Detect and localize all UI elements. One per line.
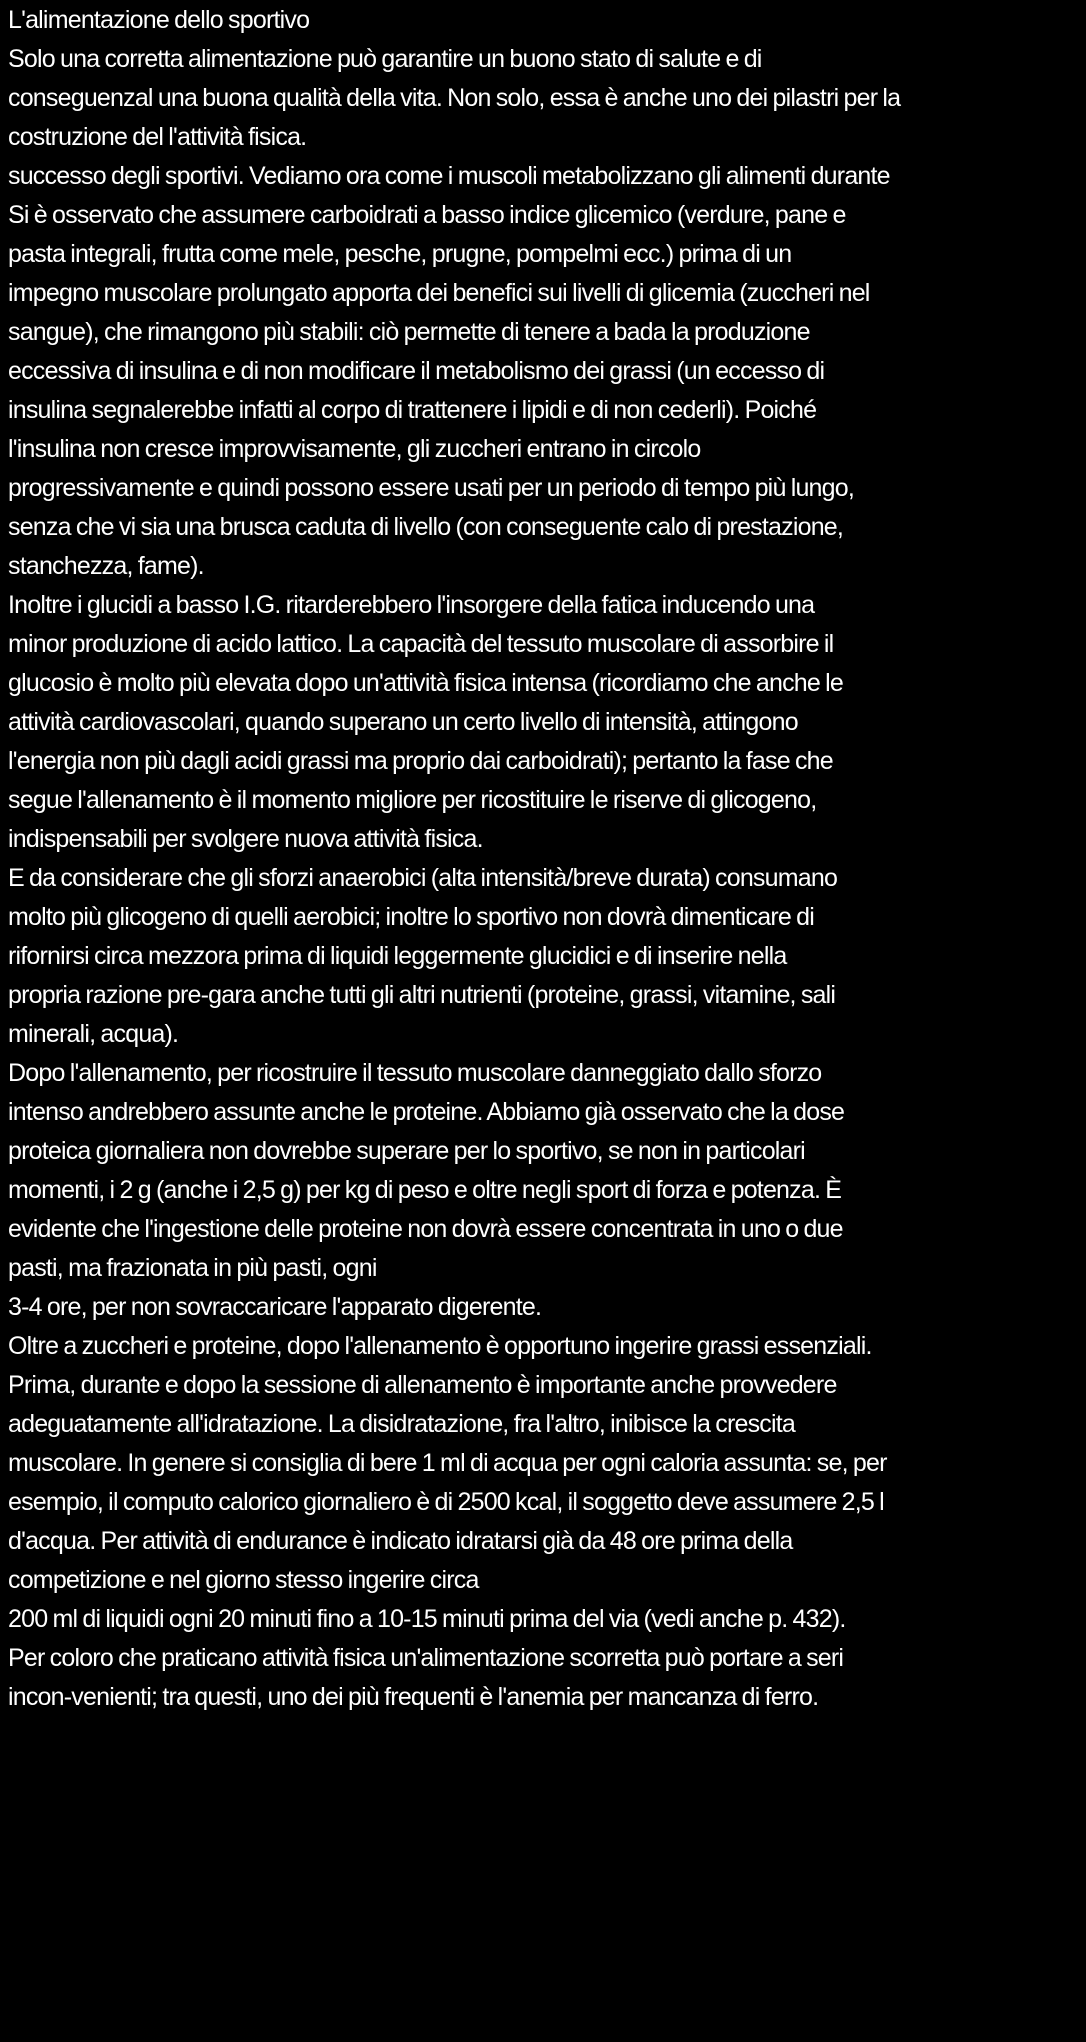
text-line: successo degli sportivi. Vediamo ora come i muscoli metabolizzano gli alimenti durante: [8, 162, 890, 190]
text-line: Per coloro che praticano attività fisica un'alimentazione scorretta può portare a seri: [8, 1644, 844, 1672]
text-line: rifornirsi circa mezzora prima di liquidi leggermente glucidici e di inserire nella: [8, 942, 787, 970]
text-line: Inoltre i glucidi a basso I.G. ritarderebbero l'insorgere della fatica inducendo una: [8, 591, 815, 619]
text-line: segue l'allenamento è il momento migliore per ricostituire le riserve di glicogeno,: [8, 786, 817, 814]
text-line: costruzione del l'attività fisica.: [8, 123, 307, 151]
text-line: Solo una corretta alimentazione può garantire un buono stato di salute e di: [8, 45, 762, 73]
text-line: Oltre a zuccheri e proteine, dopo l'allenamento è opportuno ingerire grassi essenziali.: [8, 1332, 872, 1360]
text-line: eccessiva di insulina e di non modificare il metabolismo dei grassi (un eccesso di: [8, 357, 825, 385]
text-line: stanchezza, fame).: [8, 552, 204, 580]
text-line: intenso andrebbero assunte anche le proteine. Abbiamo già osservato che la dose: [8, 1098, 845, 1126]
document-title: L'alimentazione dello sportivo: [8, 6, 310, 34]
text-line: minor produzione di acido lattico. La capacità del tessuto muscolare di assorbire il: [8, 630, 834, 658]
text-line: Si è osservato che assumere carboidrati a basso indice glicemico (verdure, pane e: [8, 201, 846, 229]
text-line: sangue), che rimangono più stabili: ciò permette di tenere a bada la produzione: [8, 318, 810, 346]
text-line: attività cardiovascolari, quando superano un certo livello di intensità, attingono: [8, 708, 798, 736]
text-line: muscolare. In genere si consiglia di bere 1 ml di acqua per ogni caloria assunta: se, per: [8, 1449, 887, 1477]
text-line: adeguatamente all'idratazione. La disidratazione, fra l'altro, inibisce la crescita: [8, 1410, 796, 1438]
text-line: Prima, durante e dopo la sessione di allenamento è importante anche provvedere: [8, 1371, 837, 1399]
text-line: pasti, ma frazionata in più pasti, ogni: [8, 1254, 377, 1282]
text-line: E da considerare che gli sforzi anaerobici (alta intensità/breve durata) consumano: [8, 864, 838, 892]
text-line: senza che vi sia una brusca caduta di livello (con conseguente calo di prestazione,: [8, 513, 844, 541]
text-line: l'insulina non cresce improvvisamente, gli zuccheri entrano in circolo: [8, 435, 701, 463]
text-line: competizione e nel giorno stesso ingerire circa: [8, 1566, 479, 1594]
text-line: 3-4 ore, per non sovraccaricare l'apparato digerente.: [8, 1293, 542, 1321]
text-line: Dopo l'allenamento, per ricostruire il tessuto muscolare danneggiato dallo sforzo: [8, 1059, 822, 1087]
text-line: d'acqua. Per attività di endurance è indicato idratarsi già da 48 ore prima della: [8, 1527, 793, 1555]
text-line: propria razione pre-gara anche tutti gli altri nutrienti (proteine, grassi, vitamine, sali: [8, 981, 836, 1009]
text-line: pasta integrali, frutta come mele, pesche, prugne, pompelmi ecc.) prima di un: [8, 240, 792, 268]
text-line: insulina segnalerebbe infatti al corpo di trattenere i lipidi e di non cederli). Poiché: [8, 396, 817, 424]
text-line: l'energia non più dagli acidi grassi ma proprio dai carboidrati); pertanto la fase che: [8, 747, 833, 775]
text-line: esempio, il computo calorico giornaliero è di 2500 kcal, il soggetto deve assumere 2,5 l: [8, 1488, 884, 1516]
text-line: 200 ml di liquidi ogni 20 minuti fino a 10-15 minuti prima del via (vedi anche p. 432).: [8, 1605, 846, 1633]
text-line: proteica giornaliera non dovrebbe superare per lo sportivo, se non in particolari: [8, 1137, 805, 1165]
text-line: molto più glicogeno di quelli aerobici; inoltre lo sportivo non dovrà dimenticare di: [8, 903, 815, 931]
text-line: evidente che l'ingestione delle proteine non dovrà essere concentrata in uno o due: [8, 1215, 843, 1243]
text-line: momenti, i 2 g (anche i 2,5 g) per kg di peso e oltre negli sport di forza e potenza. È: [8, 1176, 842, 1204]
document-body: [8, 1, 1078, 1717]
text-line: progressivamente e quindi possono essere usati per un periodo di tempo più lungo,: [8, 474, 855, 502]
text-line: indispensabili per svolgere nuova attività fisica.: [8, 825, 483, 853]
text-line: minerali, acqua).: [8, 1020, 179, 1048]
text-line: glucosio è molto più elevata dopo un'attività fisica intensa (ricordiamo che anche le: [8, 669, 844, 697]
text-line: conseguenzal una buona qualità della vita. Non solo, essa è anche uno dei pilastri per la: [8, 84, 901, 112]
text-line: impegno muscolare prolungato apporta dei benefici sui livelli di glicemia (zuccheri nel: [8, 279, 870, 307]
text-line: incon-venienti; tra questi, uno dei più frequenti è l'anemia per mancanza di ferro.: [8, 1683, 819, 1711]
